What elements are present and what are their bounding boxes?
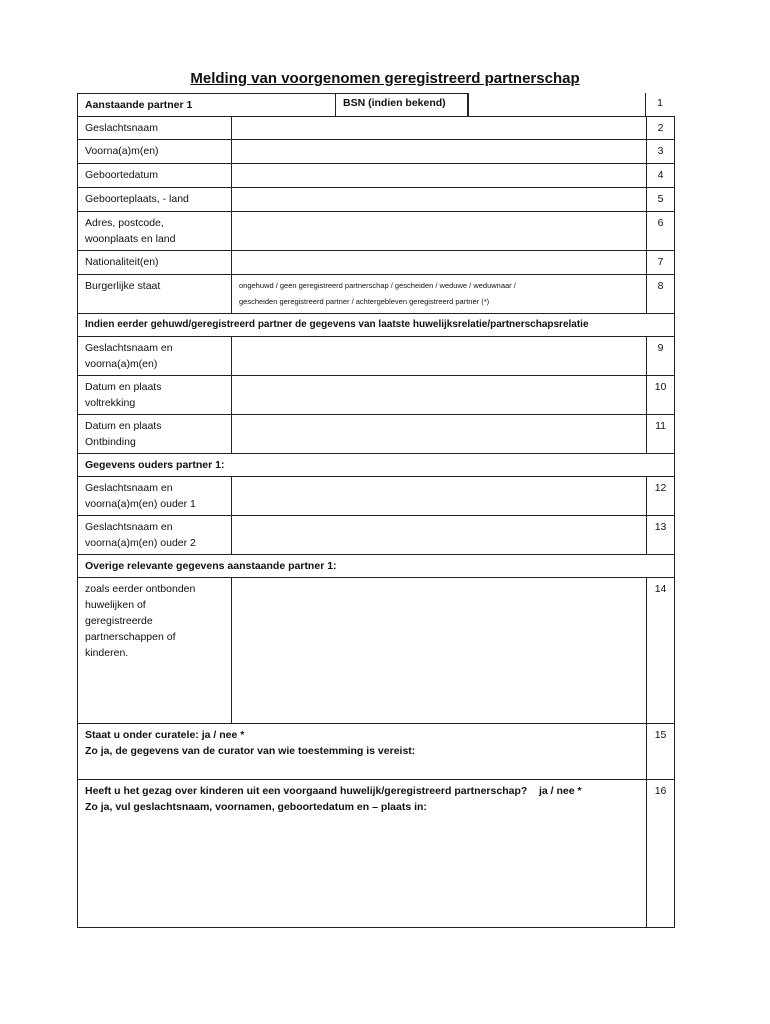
header-number-cell xyxy=(645,93,674,116)
label-line: partnerschappen of xyxy=(85,631,176,643)
row-number: 16 xyxy=(647,780,675,928)
row-number: 9 xyxy=(647,337,675,376)
field-label: Nationaliteit(en) xyxy=(78,251,232,275)
partner-heading: Aanstaande partner 1 xyxy=(78,94,469,117)
gezag-question: Heeft u het gezag over kinderen uit een voorgaand huwelijk/geregistreerd partnerschap? ja / nee * xyxy=(85,785,582,797)
form-row xyxy=(78,578,675,724)
form-row xyxy=(78,477,675,516)
row-number: 13 xyxy=(647,516,675,555)
field-label xyxy=(78,516,232,555)
label-line: Geslachtsnaam en xyxy=(85,521,173,533)
gezag-instruction: Zo ja, vul geslachtsnaam, voornamen, geboortedatum en – plaats in: xyxy=(85,801,427,813)
form-row xyxy=(78,376,675,415)
row-number: 2 xyxy=(647,117,675,140)
voltrekking-field[interactable] xyxy=(232,376,647,415)
label-line: Ontbinding xyxy=(85,436,136,448)
options-line: ongehuwd / geen geregistreerd partnerschap / gescheiden / weduwe / weduwnaar / xyxy=(239,281,516,290)
options-line: gescheiden geregistreerd partner / achtergebleven geregistreerd partner (*) xyxy=(239,297,490,306)
label-line: Geslachtsnaam en xyxy=(85,482,173,494)
form-row xyxy=(78,212,675,251)
geslachtsnaam-field[interactable] xyxy=(232,117,647,140)
section-heading-row xyxy=(78,555,675,578)
registration-form xyxy=(77,93,675,928)
adres-field[interactable] xyxy=(232,212,647,251)
label-line: woonplaats en land xyxy=(85,233,176,245)
field-label xyxy=(78,477,232,516)
gezag-field[interactable] xyxy=(78,780,647,928)
label-line: Geslachtsnaam en xyxy=(85,342,173,354)
field-label: Burgerlijke staat xyxy=(78,275,232,314)
field-label: Geslachtsnaam xyxy=(78,117,232,140)
form-row xyxy=(78,724,675,780)
row-number: 1 xyxy=(657,97,663,109)
bsn-label: BSN (indien bekend) xyxy=(343,97,446,109)
form-row xyxy=(78,117,675,140)
form-row xyxy=(78,275,675,314)
label-line: Adres, postcode, xyxy=(85,217,164,229)
field-label: Geboorteplaats, - land xyxy=(78,188,232,212)
ontbinding-field[interactable] xyxy=(232,415,647,454)
bsn-field[interactable] xyxy=(467,93,646,116)
form-row xyxy=(78,780,675,928)
section-heading-row xyxy=(78,314,675,337)
label-line: Datum en plaats xyxy=(85,420,162,432)
header-overlay xyxy=(77,93,674,116)
voornamen-field[interactable] xyxy=(232,140,647,164)
geboortedatum-field[interactable] xyxy=(232,164,647,188)
field-label: Geboortedatum xyxy=(78,164,232,188)
field-label xyxy=(78,578,232,724)
form-row xyxy=(78,164,675,188)
section-heading: Overige relevante gegevens aanstaande partner 1: xyxy=(78,555,675,578)
label-line: voorna(a)m(en) ouder 1 xyxy=(85,498,196,510)
section-heading: Indien eerder gehuwd/geregistreerd partner de gegevens van laatste huwelijksrelatie/partnerschapsrelatie xyxy=(78,314,675,337)
label-line: kinderen. xyxy=(85,647,129,659)
row-number: 8 xyxy=(647,275,675,314)
overige-gegevens-field[interactable] xyxy=(232,578,647,724)
row-number: 12 xyxy=(647,477,675,516)
row-number: 4 xyxy=(647,164,675,188)
field-label: Voorna(a)m(en) xyxy=(78,140,232,164)
form-row xyxy=(78,337,675,376)
field-label xyxy=(78,376,232,415)
row-number: 11 xyxy=(647,415,675,454)
row-number: 14 xyxy=(647,578,675,724)
form-row xyxy=(78,516,675,555)
field-label xyxy=(78,337,232,376)
label-line: voorna(a)m(en) xyxy=(85,358,158,370)
label-line: Datum en plaats xyxy=(85,381,162,393)
form-row xyxy=(78,415,675,454)
ouder-2-field[interactable] xyxy=(232,516,647,555)
row-number: 10 xyxy=(647,376,675,415)
bsn-cell xyxy=(335,93,467,116)
section-heading-row xyxy=(78,454,675,477)
section-heading: Gegevens ouders partner 1: xyxy=(78,454,675,477)
ouder-1-field[interactable] xyxy=(232,477,647,516)
nationaliteit-field[interactable] xyxy=(232,251,647,275)
form-row xyxy=(78,251,675,275)
form-row xyxy=(78,188,675,212)
curatele-field[interactable] xyxy=(78,724,647,780)
row-number: 5 xyxy=(647,188,675,212)
label-line: geregistreerde xyxy=(85,615,153,627)
form-row xyxy=(78,140,675,164)
label-line: voltrekking xyxy=(85,397,136,409)
row-number: 7 xyxy=(647,251,675,275)
previous-partner-name-field[interactable] xyxy=(232,337,647,376)
row-number: 3 xyxy=(647,140,675,164)
label-line: voorna(a)m(en) ouder 2 xyxy=(85,537,196,549)
label-line: zoals eerder ontbonden xyxy=(85,583,196,595)
geboorteplaats-field[interactable] xyxy=(232,188,647,212)
label-line: huwelijken of xyxy=(85,599,146,611)
curatele-question: Staat u onder curatele: ja / nee * xyxy=(85,729,245,741)
burgerlijke-staat-options[interactable] xyxy=(232,275,647,314)
row-number: 15 xyxy=(647,724,675,780)
form-title: Melding van voorgenomen geregistreerd partnerschap xyxy=(190,70,580,87)
row-number: 6 xyxy=(647,212,675,251)
field-label xyxy=(78,212,232,251)
field-label xyxy=(78,415,232,454)
curatele-instruction: Zo ja, de gegevens van de curator van wie toestemming is vereist: xyxy=(85,745,416,757)
